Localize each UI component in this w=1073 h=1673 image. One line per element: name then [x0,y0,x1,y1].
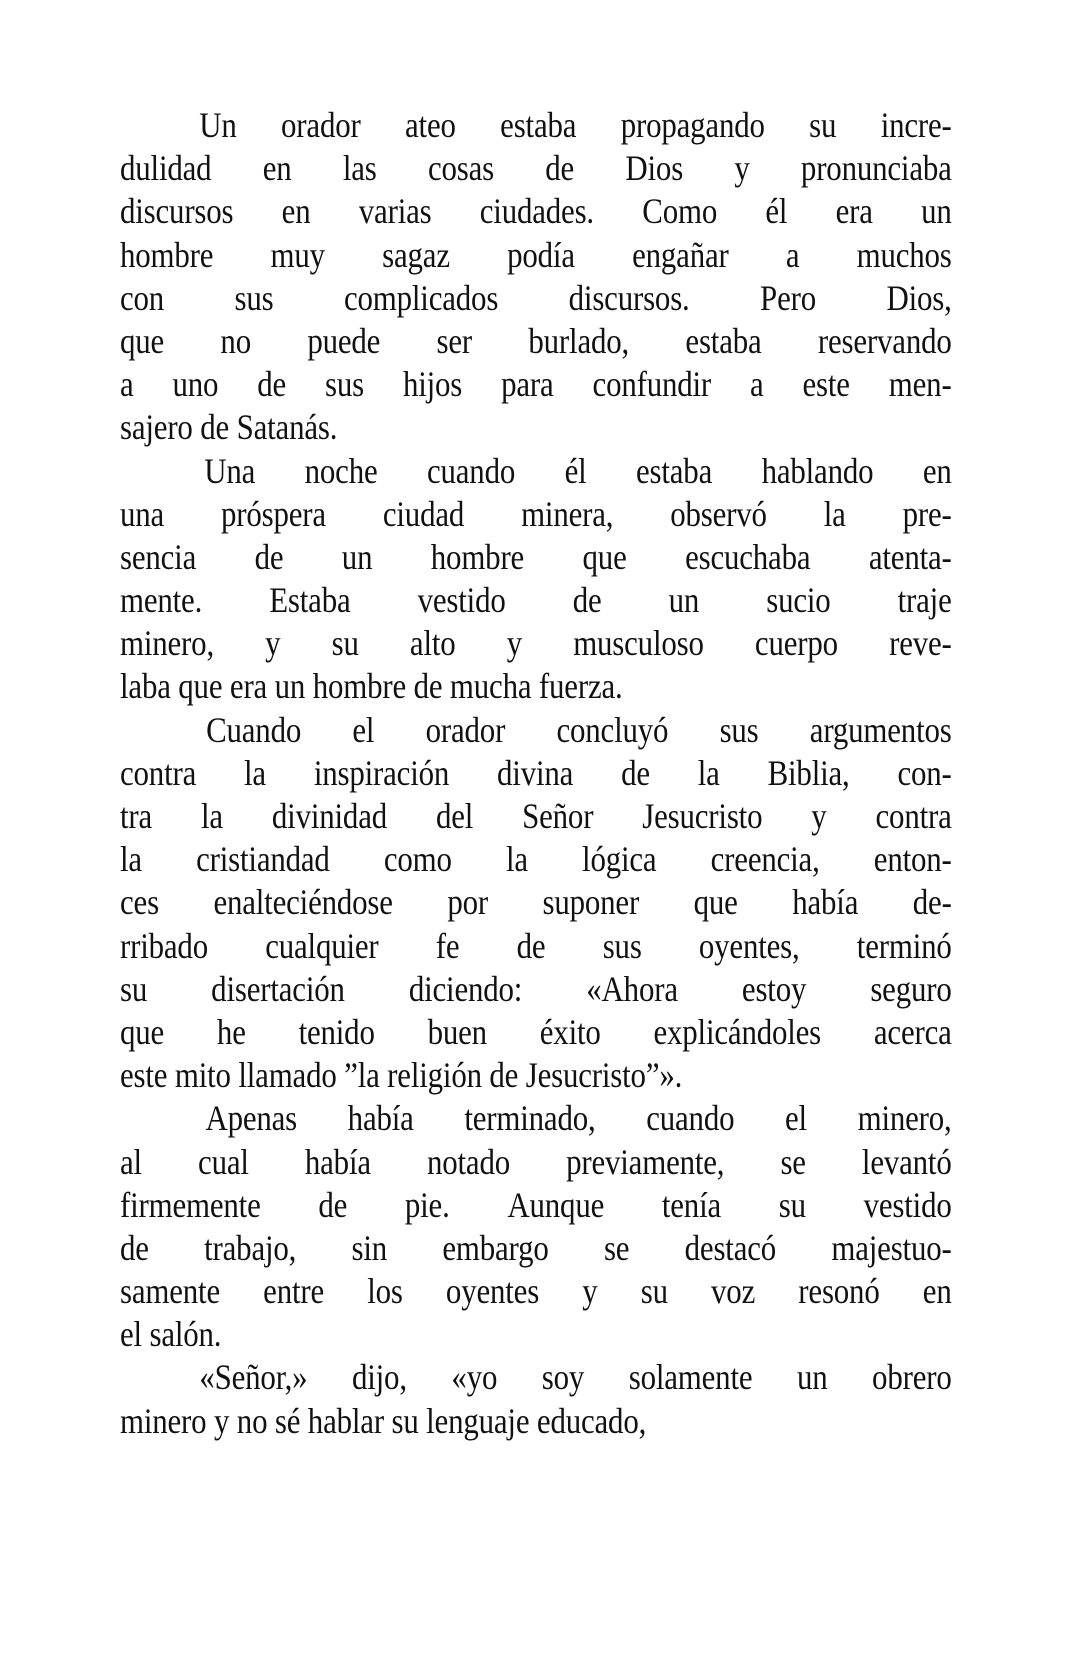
word: ciudades. [479,191,594,232]
word: divina [497,752,574,793]
word: sus [325,364,364,405]
word: sin [351,1227,388,1268]
word: hablando [761,450,874,491]
word: con [120,277,165,318]
word: este [802,364,850,405]
word: complicados [343,277,499,318]
text-line [120,536,952,579]
word: Señor [522,796,594,836]
word: traje [897,580,952,621]
word: de [572,580,602,621]
text-line [120,838,952,881]
word: un [341,536,373,577]
word: burlado, [528,320,630,361]
word: inspiración [313,752,450,793]
word: majestuo- [831,1227,952,1268]
word: su [640,1271,668,1312]
word: Dios [625,148,684,189]
word: oyentes [445,1271,540,1312]
word: cuando [646,1098,735,1139]
word: él [765,191,788,232]
text-line: sajero de Satanás. [120,407,338,448]
text-line [120,363,952,406]
word: había [304,1141,371,1182]
word: alto [409,623,456,664]
word: vestido [417,580,506,621]
word: una [120,493,165,534]
word: he [216,1011,246,1052]
word: terminado, [464,1098,596,1139]
word: de [516,925,546,966]
word: era [835,191,873,232]
word: que [582,536,627,577]
word: discursos [120,191,234,232]
word: men- [888,364,952,405]
word: que [120,320,165,361]
word: buen [427,1011,487,1052]
word: la [697,752,720,793]
text-line [120,1141,952,1184]
text-line [120,320,952,363]
word: y [506,623,523,664]
word: Cuando [206,709,302,750]
word: previamente, [566,1141,725,1182]
word: musculoso [573,623,704,664]
word: dulidad [120,148,212,189]
word: discursos. [568,277,690,318]
word: muy [270,234,325,275]
word: un [668,580,700,621]
word: divinidad [271,796,388,836]
word: uno [172,364,219,405]
word: orador [425,709,506,750]
word: su [331,623,359,664]
word: tenía [661,1184,722,1225]
paragraph [120,709,952,1098]
text-line [120,1097,952,1140]
word: estaba [635,450,713,491]
word: varias [358,191,432,232]
word: reservando [817,320,952,361]
word: sus [719,709,759,750]
word: enalteciéndose [213,882,393,923]
text-line [120,579,952,622]
word: de [318,1184,348,1225]
word: cuerpo [754,623,838,664]
word: obrero [872,1357,952,1398]
word: su [120,968,148,1009]
word: embargo [442,1227,549,1268]
word: soy [541,1357,585,1398]
text-line [120,1270,952,1313]
word: ser [436,320,473,361]
word: argumentos [809,709,952,750]
text-line [120,752,952,795]
word: y [582,1271,598,1312]
word: su [778,1184,806,1225]
word: al [120,1141,142,1182]
word: y [811,796,827,836]
word: contra [875,796,952,836]
word: contra [120,752,197,793]
word: oyentes, [698,925,800,966]
text-line [120,925,952,968]
word: Como [642,191,718,232]
word: ciudad [382,493,465,534]
text-line [120,190,952,233]
word: pronunciaba [800,148,952,189]
word: ces [120,882,159,923]
text-line [120,1356,952,1399]
word: diciendo: [408,968,523,1009]
first-line-indent [120,709,155,752]
word: Pero [760,277,816,318]
first-line-indent [120,104,155,147]
text-line [120,277,952,320]
word: resonó [798,1271,880,1312]
word: de [120,1227,149,1268]
first-line-indent [120,1356,155,1399]
word: había [792,882,859,923]
text-line: laba que era un hombre de mucha fuerza. [120,666,623,707]
word: ateo [405,105,456,145]
word: explicándoles [653,1011,822,1052]
word: los [367,1271,403,1312]
text-line [120,1227,952,1270]
paragraph [120,104,952,450]
word: puede [307,320,381,361]
word: incre- [880,105,952,145]
word: disertación [211,968,345,1009]
word: hombre [430,536,525,577]
text-line [120,104,952,147]
word: cual [198,1141,249,1182]
word: del [435,796,474,836]
word: levantó [861,1141,952,1182]
first-line-indent [120,450,155,493]
word: observó [670,493,767,534]
word: se [603,1227,630,1268]
word: un [796,1357,828,1398]
word: enton- [873,839,952,880]
word: la [120,839,142,880]
page-text-block [120,104,952,1443]
paragraph [120,1356,952,1442]
word: Un [199,105,237,145]
word: cosas [427,148,494,189]
word: y [265,623,281,664]
text-line [120,795,952,838]
text-line [120,234,952,277]
word: muchos [856,234,952,275]
text-line: minero y no sé hablar su lenguaje educado, [120,1400,647,1441]
word: minera, [521,493,614,534]
word: en [922,1271,952,1312]
word: Dios, [886,277,952,318]
word: como [383,839,452,880]
word: él [564,450,587,491]
text-line [120,709,952,752]
word: lógica [582,839,657,880]
word: podía [507,234,575,275]
word: trabajo, [204,1227,297,1268]
word: por [447,882,488,923]
word: estaba [685,320,762,361]
word: firmemente [120,1184,261,1225]
word: fe [435,925,460,966]
word: sus [234,277,274,318]
word: «Ahora [586,968,678,1009]
word: mente. [120,580,203,621]
word: a [120,364,134,405]
word: sucio [766,580,831,621]
word: de [254,536,284,577]
word: próspera [221,493,326,534]
word: no [220,320,251,361]
word: las [342,148,377,189]
word: propagando [620,105,765,145]
word: pie. [404,1184,450,1225]
word: hombre [120,234,214,275]
word: minero, [857,1098,952,1139]
text-line [120,450,952,493]
text-line: el salón. [120,1314,222,1355]
word: sencia [120,536,197,577]
word: la [505,839,528,880]
word: cristiandad [196,839,330,880]
text-line [120,968,952,1011]
word: que [693,882,738,923]
word: dijo, [351,1357,407,1398]
text-line [120,493,952,536]
word: y [734,148,750,189]
word: «yo [451,1357,498,1398]
word: sus [602,925,642,966]
word: que [120,1011,165,1052]
word: un [921,191,952,232]
first-line-indent [120,1097,155,1140]
word: solamente [628,1357,753,1398]
word: engañar [632,234,729,275]
word: a [750,364,764,405]
word: estoy [741,968,807,1009]
word: reve- [889,623,952,664]
word: concluyó [556,709,669,750]
word: creencia, [710,839,820,880]
word: en [281,191,311,232]
word: orador [281,105,361,145]
word: vestido [863,1184,952,1225]
word: suponer [542,882,640,923]
word: tra [120,796,153,836]
word: de [545,148,575,189]
word: el [352,709,375,750]
word: hijos [402,364,463,405]
word: Aunque [507,1184,605,1225]
word: la [244,752,266,793]
word: de- [912,882,952,923]
word: el [785,1098,807,1139]
word: con- [897,752,952,793]
text-line [120,1011,952,1054]
word: la [823,493,846,534]
word: atenta- [868,536,952,577]
word: a [785,234,800,275]
word: su [809,105,837,145]
word: tenido [298,1011,375,1052]
word: en [922,450,952,491]
paragraph [120,450,952,709]
word: en [262,148,292,189]
word: «Señor,» [199,1357,308,1398]
paragraph [120,1097,952,1356]
text-line [120,147,952,190]
word: Estaba [269,580,351,621]
word: cualquier [265,925,379,966]
word: destacó [684,1227,777,1268]
word: había [347,1098,414,1139]
word: escuchaba [685,536,811,577]
word: rribado [120,925,208,966]
word: confundir [592,364,712,405]
word: sagaz [382,234,450,275]
word: Jesucristo [642,796,763,836]
word: Apenas [205,1098,298,1139]
word: notado [426,1141,511,1182]
word: noche [304,450,378,491]
text-line [120,881,952,924]
word: Biblia, [767,752,850,793]
word: la [201,796,223,836]
word: de [621,752,650,793]
word: Una [204,450,256,491]
text-line: este mito llamado ”la religión de Jesucristo”». [120,1055,683,1096]
word: pre- [902,493,952,534]
text-line [120,622,952,665]
word: se [780,1141,806,1182]
word: estaba [500,105,577,145]
word: voz [711,1271,756,1312]
word: seguro [870,968,952,1009]
word: para [501,364,554,405]
word: entre [263,1271,325,1312]
word: éxito [539,1011,601,1052]
word: de [257,364,287,405]
word: samente [120,1271,220,1312]
text-line [120,1184,952,1227]
word: acerca [873,1011,952,1052]
word: minero, [120,623,214,664]
word: terminó [856,925,952,966]
word: cuando [426,450,516,491]
